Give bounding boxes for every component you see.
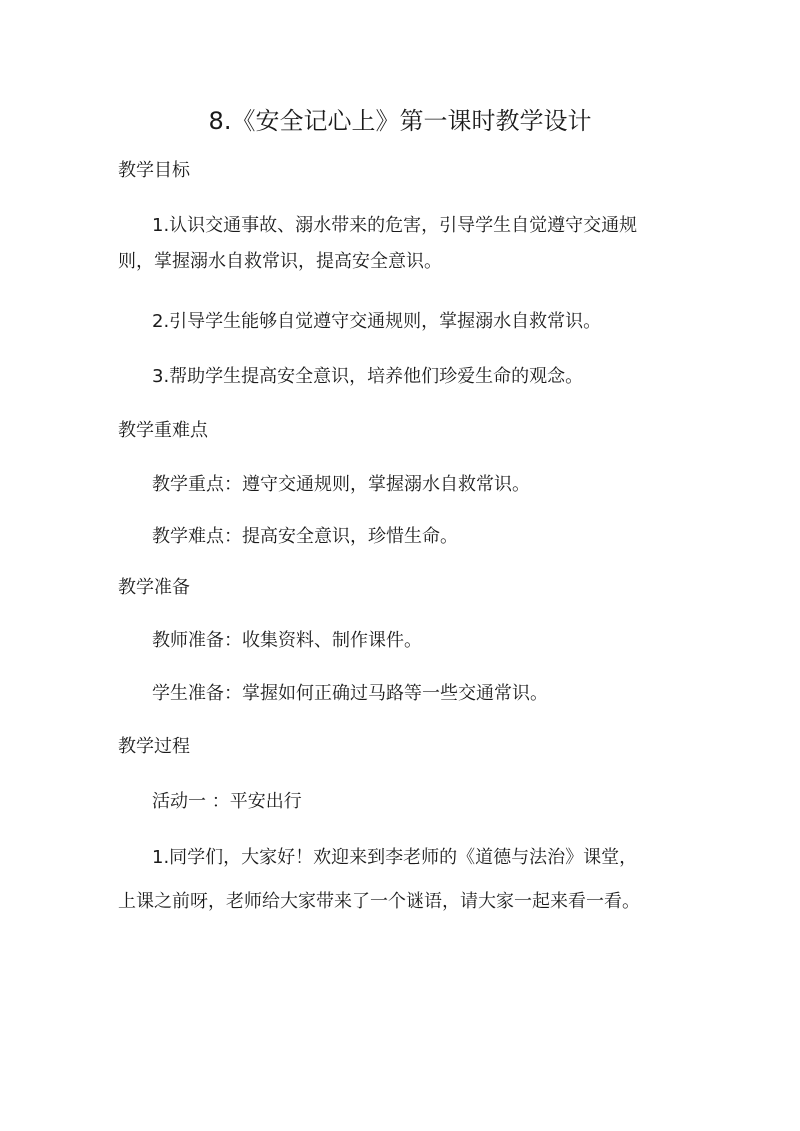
goal-item-3: 3.帮助学生提高安全意识，培养他们珍爱生命的观念。 <box>152 366 584 387</box>
goal-item-1-line-2: 则，掌握溺水自救常识，提高安全意识。 <box>118 251 442 272</box>
process-para-1-line-2: 上课之前呀，老师给大家带来了一个谜语，请大家一起来看一看。 <box>118 891 640 912</box>
teacher-preparation: 教师准备：收集资料、制作课件。 <box>152 630 422 651</box>
section-heading-process: 教学过程 <box>118 736 190 757</box>
student-preparation: 学生准备：掌握如何正确过马路等一些交通常识。 <box>152 683 548 704</box>
goal-item-2: 2.引导学生能够自觉遵守交通规则，掌握溺水自救常识。 <box>152 311 602 332</box>
activity-1-heading: 活动一 ：平安出行 <box>152 791 302 812</box>
goal-item-1-line-1: 1.认识交通事故、溺水带来的危害，引导学生自觉遵守交通规 <box>152 215 638 236</box>
section-heading-preparation: 教学准备 <box>118 577 190 598</box>
section-heading-key-points: 教学重难点 <box>118 420 208 441</box>
section-heading-goals: 教学目标 <box>118 160 190 181</box>
key-point: 教学重点：遵守交通规则，掌握溺水自救常识。 <box>152 474 530 495</box>
page-title: 8.《安全记心上》第一课时教学设计 <box>208 107 592 135</box>
difficult-point: 教学难点：提高安全意识，珍惜生命。 <box>152 526 458 547</box>
process-para-1-line-1: 1.同学们，大家好！欢迎来到李老师的《道德与法治》课堂， <box>152 847 638 868</box>
